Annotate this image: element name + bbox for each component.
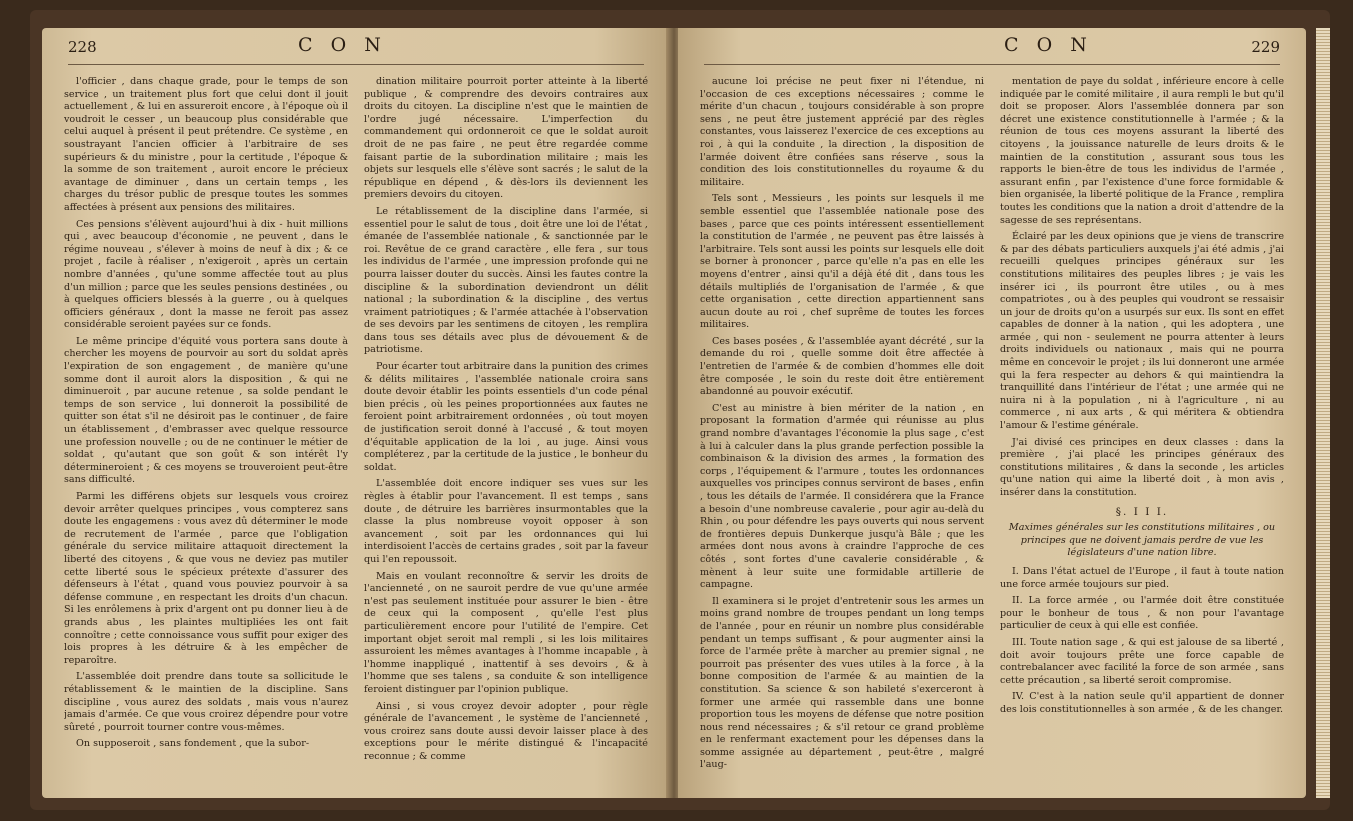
right-page-header xyxy=(704,28,1280,65)
paragraph: C'est au ministre à bien mériter de la nation , en proposant la formation d'armée qui réunisse au plus grand nombre d'avantages l'économie la plus sage , c'est à lui à calculer dans la plus grande perfection possible la combinaison & la division des armes , la formation des corps , l'équipement & l'armure , toutes les ordonnances auxquelles vos principes connus serviront de bases , enfin , tous les détails de l'armée. Il considérera que la France a besoin d'une nombreuse cavalerie , pour agir au-delà du Rhin , ou pour défendre les pays ouverts qui nous servent de frontières depuis Dunkerque jusqu'à Bâle ; que les armées dont nous avons à craindre l'approche de ces côtés , sont fortes d'une cavalerie considérable , & mènent à leur suite une formidable artillerie de campagne. xyxy=(700,402,984,591)
paragraph: aucune loi précise ne peut fixer ni l'étendue, ni l'occasion de ces exceptions nécessaires ; comme le mérite d'un chacun , toujours considérable à son propre sens , ne peut être justement apprécié par des règles constantes, vous laisserez l'exercice de ces exceptions au roi , à qui la conduite , la direction , la disposition de l'armée doivent être confiées sans réserve , sous la condition des lois constitutionnelles du royaume & du militaire. xyxy=(700,76,984,188)
left-column-1 xyxy=(64,76,348,784)
paragraph: Tels sont , Messieurs , les points sur lesquels il me semble essentiel que l'assemblée nationale pose des bases , parce que ces points intéressent essentiellement la constitution de l'armée , ne peuvent pas être laissés à l'arbitraire. Tels sont aussi les points sur lesquels elle doit se borner à prononcer , parce qu'elle n'a pas en elle les moyens d'entrer , ainsi qu'il a déjà été dit , dans tous les détails multipliés de l'organisation de l'armée , & que cette organisation , cette direction appartiennent sans aucun doute au roi , chef suprême de toutes les forces militaires. xyxy=(700,193,984,331)
right-page-columns xyxy=(700,76,1284,784)
running-title: C O N xyxy=(298,34,387,56)
paragraph: II. La force armée , ou l'armée doit être constituée pour le bonheur de tous , & non pour l'avantage particulier de ceux à qui elle est confiée. xyxy=(1000,595,1284,632)
paragraph: dination militaire pourroit porter atteinte à la liberté publique , & comprendre des devoirs contraires aux droits du citoyen. La discipline n'est que le maintien de l'ordre jugé nécessaire. L'imperfection du commandement qui ordonneroit ce que le soldat auroit droit de ne pas faire , ne peut être regardée comme faisant partie de la subordination militaire ; mais les objets sur lesquels elle s'élève sont sacrés ; le salut de la république en dépend , & dès-lors ils deviennent les premiers devoirs du citoyen. xyxy=(364,76,648,201)
running-title: C O N xyxy=(1004,34,1093,56)
paragraph: Le même principe d'équité vous portera sans doute à chercher les moyens de pourvoir au sort du soldat après l'expiration de son engagement , de manière qu'une somme dont il auroit alors la disposition , & qui ne diminueroit , par aucune retenue , sa solde pendant le temps de son service , lui donneroit la possibilité de quitter son état s'il ne désiroit pas le continuer , de faire un établissement , d'embrasser avec quelque ressource une profession nouvelle ; ou de ne continuer le métier de soldat , qu'autant que son goût & son intérêt l'y détermineroient ; & ces moyens se trouveroient peut-être sans difficulté. xyxy=(64,335,348,486)
left-page xyxy=(42,28,670,798)
paragraph: Pour écarter tout arbitraire dans la punition des crimes & délits militaires , l'assemblée nationale croira sans doute devoir établir les points essentiels d'un code pénal bien précis , où les peines proportionnées aux fautes ne feroient point arbitrairement ordonnées , où tout moyen de justification seroit donné à l'accusé , & tout moyen d'équitable application de la loi , au juge. Ainsi vous compléterez , par la certitude de la justice , le bonheur du soldat. xyxy=(364,361,648,473)
page-number: 229 xyxy=(1251,38,1280,56)
paragraph: Mais en voulant reconnoître & servir les droits de l'ancienneté , on ne sauroit perdre de vue qu'une armée n'est pas seulement instituée pour assurer le bien - être de ceux qui la composent , qu'elle l'est plus particulièrement encore pour l'utilité de l'empire. Cet important objet seroit mal rempli , si les lois militaires assuroient les mêmes avantages à l'homme incapable , à l'homme inappliqué , inattentif à ses devoirs , & à l'homme que ses talens , sa conduite & son intelligence feroient distinguer par l'opinion publique. xyxy=(364,570,648,695)
section-subtitle: Maximes générales sur les constitutions militaires , ou principes que ne doivent jamais perdre de vue les législateurs d'une nation libre. xyxy=(1008,522,1276,559)
paragraph: Ces bases posées , & l'assemblée ayant décrété , sur la demande du roi , quelle somme doit être affectée à l'entretien de l'armée & de combien d'hommes elle doit être composée , le soin du reste doit être entièrement abandonné au pouvoir exécutif. xyxy=(700,335,984,398)
right-column-1 xyxy=(700,76,984,784)
left-page-columns xyxy=(64,76,648,784)
left-page-header xyxy=(68,28,644,65)
left-column-2 xyxy=(364,76,648,784)
paragraph: l'officier , dans chaque grade, pour le temps de son service , un traitement plus fort que celui dont il jouit actuellement , & lui en assureroit encore , à l'époque où il voudroit le cesser , un beaucoup plus considérable que celui auquel à présent il peut prétendre. Ce système , en soustrayant l'ancien officier à l'arbitraire de ses supérieurs & du ministre , pour la certitude , l'époque & la somme de son traitement , auroit encore le précieux avantage de diminuer , dans un certain temps , les charges du trésor public de presque toutes les sommes affectées à présent aux pensions des militaires. xyxy=(64,76,348,213)
paragraph: III. Toute nation sage , & qui est jalouse de sa liberté , doit avoir toujours prête une force capable de contrebalancer avec facilité la force de son armée , sans cette précaution , sa liberté seroit compromise. xyxy=(1000,636,1284,686)
paragraph: L'assemblée doit encore indiquer ses vues sur les règles à établir pour l'avancement. Il est temps , sans doute , de détruire les barrières insurmontables que la classe la plus nombreuse voyoit opposer à son avancement , soit par les ordonnances qui lui interdisoient l'accès de certains grades , soit par la faveur qui l'en repoussoit. xyxy=(364,478,648,565)
paragraph: Le rétablissement de la discipline dans l'armée, si essentiel pour le salut de tous , doit être une loi de l'état , émanée de l'assemblée nationale , & sanctionnée par le roi. Revêtue de ce grand caractère , elle fera , sur tous les individus de l'armée , une impression profonde qui ne pourra laisser douter du succès. Ainsi les fautes contre la discipline & la subordination deviendront un délit national ; la subordination & la discipline , des vertus vraiment patriotiques ; & l'armée attachée à l'observation de ses devoirs par les sentimens de citoyen , les remplira dans tous ses détails avec plus de dévouement & de patriotisme. xyxy=(364,205,648,356)
right-column-2 xyxy=(1000,76,1284,784)
paragraph: mentation de paye du soldat , inférieure encore à celle indiquée par le comité militaire , il aura rempli le but qu'il doit se proposer. Alors l'assemblée donnera par son décret une existence constitutionnelle à l'armée ; & la réunion de tous ces moyens assurant la liberté des citoyens , la jouissance naturelle de leurs droits & le maintien de la constitution , assurant sous tous les rapports le bien-être de tous les individus de l'armée , assurant enfin , par l'existence d'une force formidable & bien organisée, la liberté politique de la France , remplira toutes les conditions que la nation a droit d'attendre de la sagesse de ses représentans. xyxy=(1000,76,1284,226)
paragraph: I. Dans l'état actuel de l'Europe , il faut à toute nation une force armée toujours sur pied. xyxy=(1000,565,1284,590)
right-column-2-intro xyxy=(1000,76,1284,500)
paragraph: Éclairé par les deux opinions que je viens de transcrire & par des débats particuliers auxquels j'ai été admis , j'ai recueilli quelques principes généraux sur les constitutions militaires des peuples libres ; je vais les insérer ici , ils pourront être utiles , ou à mes compatriotes , ou à des peuples qui voudront se ressaisir un jour de droits qu'on a usurpés sur eux. Ils sont en effet capables de donner à la nation , qui les adoptera , une armée , qui non - seulement ne pourra attenter à leurs droits individuels ou nationaux , mais qui ne pourra même en concevoir le projet ; ils lui donneront une armée qui la fera respecter au dehors & qui maintiendra la tranquillité dans l'intérieur de l'état ; une armée qui ne nuira ni à la population , ni à l'agriculture , ni au commerce , ni aux arts , & qui méritera & obtiendra l'amour & l'estime générale. xyxy=(1000,231,1284,432)
maxims-list xyxy=(1000,566,1284,717)
paragraph: L'assemblée doit prendre dans toute sa sollicitude le rétablissement & le maintien de la discipline. Sans discipline , vous aurez des soldats , mais vous n'aurez jamais d'armée. Ce que vous croirez dépendre pour votre sûreté , pourroit tourner contre vous-mêmes. xyxy=(64,671,348,733)
paragraph: IV. C'est à la nation seule qu'il appartient de donner des lois constitutionnelles à son armée , & de les changer. xyxy=(1000,691,1284,715)
paragraph: Il examinera si le projet d'entretenir sous les armes un moins grand nombre de troupes pendant un long temps de l'année , pour en réunir un nombre plus considérable pendant un temps suffisant , & pour augmenter ainsi la force de l'armée prête à marcher au premier signal , ne pourroit pas présenter des vues utiles à la force , à la bonne composition de l'armée & au maintien de la constitution. Sa science & son habileté s'exerceront à former une armée qui rassemble dans une bonne proportion tous les moyens de défense que notre position nous rend nécessaires ; & s'il retour ce grand problème en le renfermant exactement pour les dépenses dans la somme assignée au département , peut-être , malgré l'aug- xyxy=(700,595,984,771)
open-book xyxy=(30,10,1330,810)
paragraph: Ces pensions s'élèvent aujourd'hui à dix - huit millions qui , avec beaucoup d'économie , ne peuvent , dans le régime nouveau , s'élever à moins de neuf à dix ; & ce projet , facile à réaliser , n'exigeroit , après un certain nombre d'années , qu'une somme affectée tout au plus d'un million ; parce que les seules pensions destinées , ou à quelques officiers blessés à la guerre , ou à quelques officiers généraux , dont la masse ne feroit pas assez considérable seroient payées sur ce fonds. xyxy=(64,218,348,331)
paragraph: J'ai divisé ces principes en deux classes : dans la première , j'ai placé les principes généraux des constitutions militaires , & dans la seconde , les articles qu'une nation qui aime la liberté doit , à mon avis , insérer dans la constitution. xyxy=(1000,436,1284,498)
paragraph: On supposeroit , sans fondement , que la subor- xyxy=(76,738,310,750)
section-heading: §. I I I. xyxy=(1115,505,1169,518)
paragraph: Ainsi , si vous croyez devoir adopter , pour règle générale de l'avancement , le système de l'ancienneté , vous croirez sans doute aussi devoir laisser place à des exceptions pour le mérite distingué & l'incapacité reconnue ; & comme xyxy=(364,700,648,762)
page-number: 228 xyxy=(68,38,97,56)
page-edges xyxy=(1316,28,1330,798)
right-page xyxy=(678,28,1306,798)
paragraph: Parmi les différens objets sur lesquels vous croirez devoir arrêter quelques principes , vous compterez sans doute les engagemens : vous avez dû déterminer le mode de recrutement de l'armée , parce que l'obligation générale du service militaire attaquoit directement la liberté des citoyens , & que vous ne deviez pas mutiler cette liberté sous le spécieux prétexte d'assurer des défenseurs à l'état , quand vous pouviez pourvoir à sa défense commune , en respectant les droits d'un chacun. Si les enrôlemens à prix d'argent ont pu donner lieu à de grands abus , les plaintes multipliées les ont fait connoître ; cette connoissance vous suffit pour exiger des lois propres à les détruire & à les empêcher de reparoître. xyxy=(64,491,348,666)
